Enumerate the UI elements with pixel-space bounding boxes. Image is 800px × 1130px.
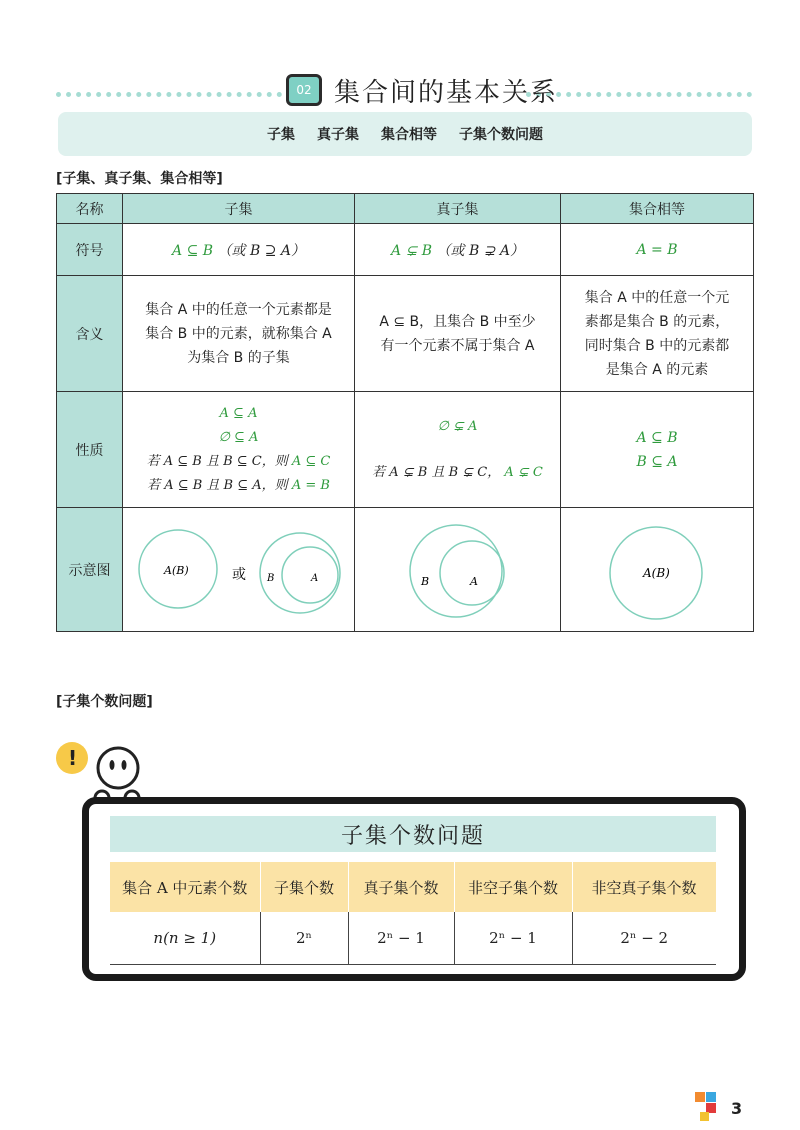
cell-equal-property: A ⊆ B B ⊆ A: [561, 392, 754, 508]
page-number: 3: [731, 1099, 743, 1118]
dotted-rule-left: [56, 92, 282, 102]
table2-title: [子集个数问题]: [56, 694, 153, 710]
header-proper-subset: 真子集: [355, 194, 561, 224]
relations-table: [56, 193, 754, 632]
count-cell: 2ⁿ: [260, 912, 348, 965]
label-a: A: [470, 574, 478, 588]
card-title: 子集个数问题: [110, 816, 716, 852]
count-cell: n(n ≥ 1): [110, 912, 260, 965]
header-equal: 集合相等: [561, 194, 754, 224]
circle-inner-a: [282, 547, 338, 603]
circle-outer-b: [410, 525, 502, 617]
subheader-item: 子集个数问题: [459, 127, 543, 143]
count-header: 非空子集个数: [454, 862, 572, 912]
section-title: 集合间的基本关系: [334, 78, 559, 108]
exclamation-icon: !: [68, 746, 78, 770]
row-label-symbol: 符号: [57, 224, 123, 276]
label-b: B: [421, 574, 430, 588]
count-header: 真子集个数: [348, 862, 454, 912]
cell-equal-meaning: 集合 A 中的任意一个元 素都是集合 B 的元素， 同时集合 B 中的元素都 是集合 A 的元素: [561, 276, 754, 392]
label-b: B: [266, 572, 274, 584]
cell-proper-symbol: A ⊊ B （或 B ⊋ A）: [355, 224, 561, 276]
row-label-diagram: 示意图: [57, 508, 123, 632]
count-cell: 2ⁿ − 1: [454, 912, 572, 965]
row-label-meaning: 含义: [57, 276, 123, 392]
or-label: 或: [231, 566, 246, 583]
label-ab: A(B): [163, 563, 189, 577]
circle-inner-a: [440, 541, 504, 605]
count-header: 集合 A 中元素个数: [110, 862, 260, 912]
table1-title: [子集、真子集、集合相等]: [56, 171, 223, 187]
mascot-head-icon: [98, 748, 138, 788]
cell-proper-meaning: A ⊆ B，且集合 B 中至少 有一个元素不属于集合 A: [355, 276, 561, 392]
subheader-item: 集合相等: [381, 127, 437, 143]
count-cell: 2ⁿ − 1: [348, 912, 454, 965]
cell-equal-symbol: A = B: [561, 224, 754, 276]
subset-count-table: [110, 862, 717, 965]
header-name: 名称: [57, 194, 123, 224]
subset-venn-diagram: [124, 513, 354, 623]
label-ab: A(B): [643, 565, 670, 580]
count-header: 非空真子集个数: [572, 862, 716, 912]
section-number-badge: 02: [286, 74, 322, 106]
subheader-bar: [58, 112, 752, 156]
puzzle-logo-icon: [692, 1090, 722, 1124]
equal-venn-diagram: [561, 513, 754, 623]
cell-subset-symbol: A ⊆ B （或 B ⊇ A）: [123, 224, 355, 276]
cell-subset-meaning: 集合 A 中的任意一个元素都是 集合 B 中的元素，就称集合 A 为集合 B 的子集: [123, 276, 355, 392]
header-subset: 子集: [123, 194, 355, 224]
count-cell: 2ⁿ − 2: [572, 912, 716, 965]
proper-subset-venn-diagram: [355, 513, 561, 623]
subheader-item: 真子集: [317, 127, 359, 143]
dotted-rule-right: [526, 92, 752, 102]
cell-subset-property: A ⊆ A ∅ ⊆ A 若 A ⊆ B 且 B ⊆ C，则 A ⊆ C 若 A ⊆ B 且 B ⊆ A，则 A = B: [123, 392, 355, 508]
subheader-item: 子集: [267, 127, 295, 143]
cell-subset-diagram: [123, 508, 355, 632]
cell-equal-diagram: [561, 508, 754, 632]
label-a: A: [310, 572, 318, 584]
row-label-property: 性质: [57, 392, 123, 508]
count-header: 子集个数: [260, 862, 348, 912]
cell-proper-diagram: [355, 508, 561, 632]
cell-proper-property: ∅ ⊊ A 若 A ⊊ B 且 B ⊊ C， A ⊊ C: [355, 392, 561, 508]
